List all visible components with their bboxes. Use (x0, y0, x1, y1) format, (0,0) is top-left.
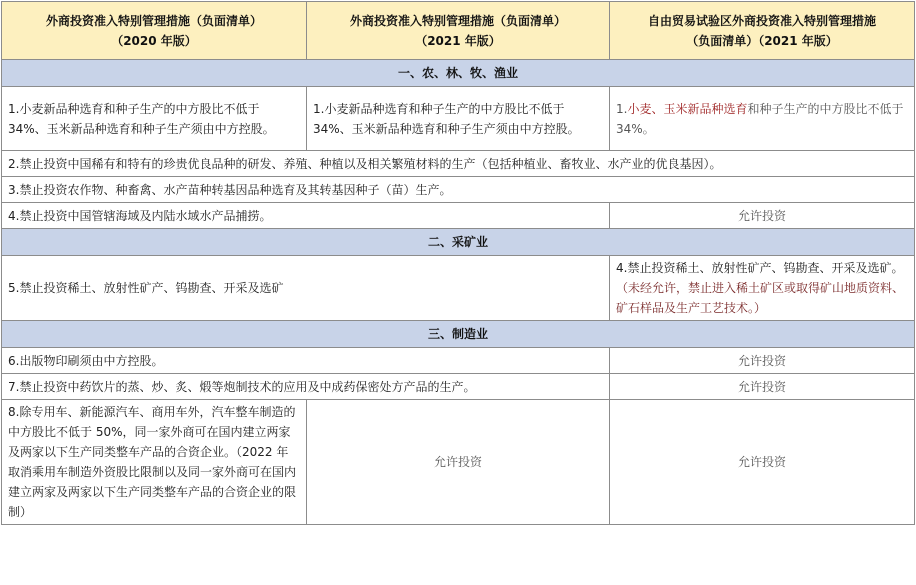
row5-ftz-prefix: 4.禁止投资稀土、放射性矿产、钨勘查、开采及选矿。 (616, 261, 904, 275)
header-ftz-year: （负面清单）（2021 年版） (686, 33, 838, 48)
header-2021-title: 外商投资准入特别管理措施（负面清单） (349, 13, 566, 28)
row8-2020: 8.除专用车、新能源汽车、商用车外，汽车整车制造的中方股比不低于 50%，同一家外商可在国内建立两家及两家以下生产同类整车产品的合资企业。（2022 年取消乘用车制造外资股比限制以及同一家外商可在国内建立两家及两家以下生产同类整车产品的合资企业的限制） (2, 400, 307, 525)
section-agriculture: 一、农、林、牧、渔业 (2, 60, 915, 87)
header-2021 (307, 2, 610, 60)
header-2020-title: 外商投资准入特别管理措施（负面清单） (45, 13, 262, 28)
negative-list-table (1, 1, 915, 525)
row1-ftz-highlight: 小麦、玉米新品种选育 (627, 101, 748, 116)
row4-ftz: 允许投资 (610, 203, 915, 229)
row7-ftz: 允许投资 (610, 374, 915, 400)
header-2021-year: （2021 年版） (415, 33, 501, 48)
row1-ftz (610, 87, 915, 151)
row8-2021: 允许投资 (307, 400, 610, 525)
header-2020 (2, 2, 307, 60)
row6: 6.出版物印刷须由中方控股。 (2, 348, 610, 374)
row1-ftz-prefix: 1. (616, 101, 628, 116)
row4: 4.禁止投资中国管辖海域及内陆水域水产品捕捞。 (2, 203, 610, 229)
row7: 7.禁止投资中药饮片的蒸、炒、炙、煅等炮制技术的应用及中成药保密处方产品的生产。 (2, 374, 610, 400)
header-ftz-title: 自由贸易试验区外商投资准入特别管理措施 (647, 13, 876, 28)
section-manufacturing: 三、制造业 (2, 321, 915, 348)
row5-ftz (610, 256, 915, 321)
row1-ftz-suffix: 和种子生产的中方股比不低于 34%。 (616, 101, 904, 136)
row3: 3.禁止投资农作物、种畜禽、水产苗种转基因品种选育及其转基因种子（苗）生产。 (2, 177, 915, 203)
row1-2020: 1.小麦新品种选育和种子生产的中方股比不低于 34%、玉米新品种选育和种子生产须由中方控股。 (2, 87, 307, 151)
row2: 2.禁止投资中国稀有和特有的珍贵优良品种的研发、养殖、种植以及相关繁殖材料的生产（包括种植业、畜牧业、水产业的优良基因）。 (2, 151, 915, 177)
row5: 5.禁止投资稀土、放射性矿产、钨勘查、开采及选矿 (2, 256, 610, 321)
row8-ftz: 允许投资 (610, 400, 915, 525)
section-mining: 二、采矿业 (2, 229, 915, 256)
row5-ftz-highlight: （未经允许，禁止进入稀土矿区或取得矿山地质资料、矿石样品及生产工艺技术。） (616, 281, 905, 315)
row1-2021: 1.小麦新品种选育和种子生产的中方股比不低于 34%、玉米新品种选育和种子生产须由中方控股。 (307, 87, 610, 151)
header-2020-year: （2020 年版） (111, 33, 197, 48)
header-ftz-2021 (610, 2, 915, 60)
row6-ftz: 允许投资 (610, 348, 915, 374)
